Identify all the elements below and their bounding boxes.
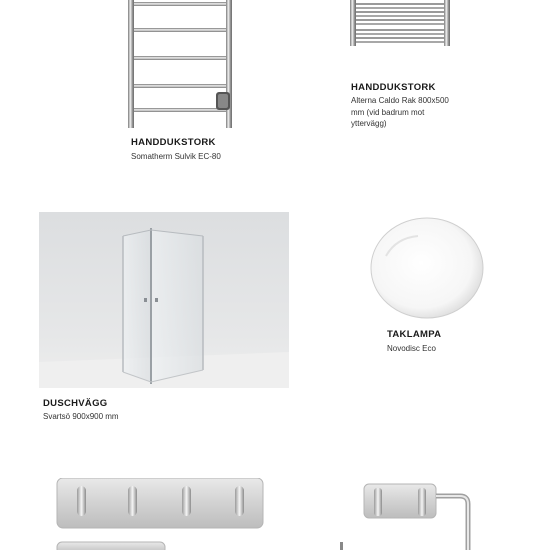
product-4-subtitle: Novodisc Eco	[387, 344, 436, 353]
product-2-subtitle-line: Alterna Caldo Rak 800x500	[351, 96, 449, 105]
product-2-subtitle-line: mm (vid badrum mot	[351, 107, 425, 117]
shower-enclosure-image	[39, 212, 289, 388]
product-1-subtitle: Somatherm Sulvik EC-80	[131, 152, 221, 161]
product-2-subtitle	[351, 95, 449, 130]
towel-rail-caldo-image	[346, 0, 456, 48]
product-4-title: TAKLAMPA	[387, 329, 442, 340]
product-3-title: DUSCHVÄGG	[43, 398, 108, 409]
product-2-subtitle-line: yttervägg)	[351, 119, 387, 128]
product-1-title: HANDDUKSTORK	[131, 137, 216, 148]
product-2-title: HANDDUKSTORK	[351, 82, 436, 93]
ceiling-lamp-image	[368, 216, 486, 320]
hook-rail-image	[55, 478, 267, 550]
product-3-subtitle: Svartsö 900x900 mm	[43, 412, 119, 421]
paper-holder-image	[338, 480, 478, 550]
towel-rail-sulvik-image	[118, 0, 240, 130]
